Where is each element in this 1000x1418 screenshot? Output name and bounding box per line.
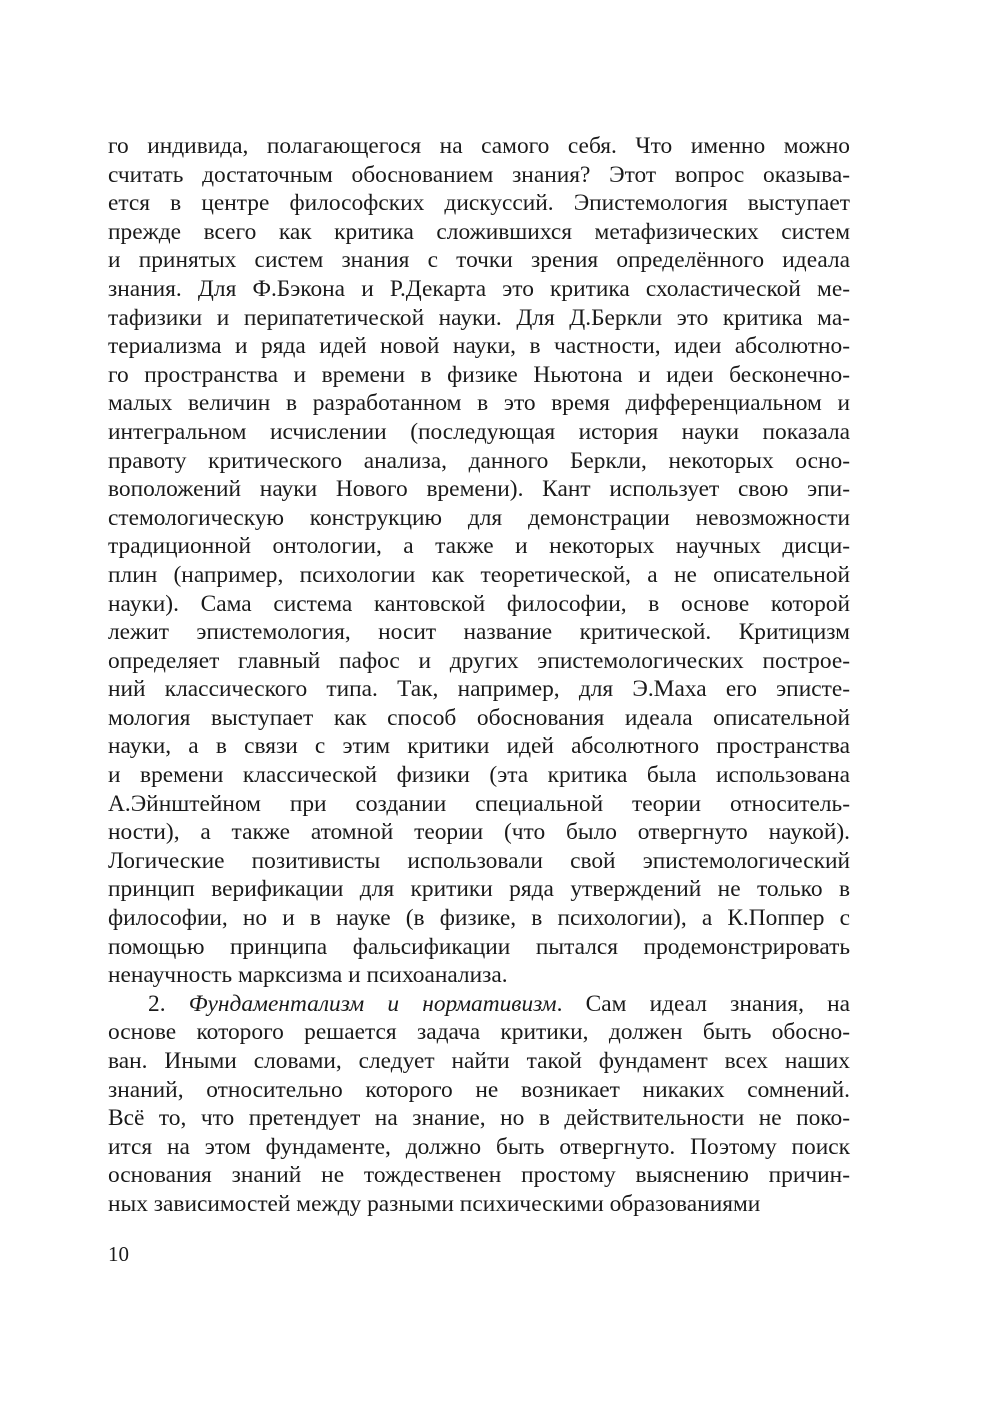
text-line: ности), а также атомной теории (что было отвергнуто наукой). — [108, 819, 850, 846]
text-line: плин (например, психологии как теоретической, а не описательной — [108, 561, 850, 588]
section-heading: Фундаментализм и нормативизм — [188, 990, 557, 1017]
text-line: малых величин в разработанном в это время дифференциальном и — [108, 390, 850, 417]
paragraph-2-first-line — [108, 990, 850, 1019]
paragraph-1 — [108, 132, 850, 990]
text-line: ится на этом фундаменте, должно быть отвергнуто. Поэтому поиск — [108, 1133, 850, 1160]
text-line: териализма и ряда идей новой науки, в частности, идеи абсолютно- — [108, 333, 850, 360]
text-line: А.Эйнштейном при создании специальной теории относитель- — [108, 790, 850, 817]
text-line: основе которого решается задача критики, должен быть обосно- — [108, 1019, 850, 1046]
body-text — [108, 132, 850, 1219]
text-line: ненаучность марксизма и психоанализа. — [108, 962, 508, 989]
text-line: определяет главный пафос и других эпистемологических построе- — [108, 647, 850, 674]
text-line: стемологическую конструкцию для демонстрации невозможности — [108, 504, 850, 531]
text-line: помощью принципа фальсификации пытался продемонстрировать — [108, 933, 850, 960]
text-line: воположений науки Нового времени). Кант использует свою эпи- — [108, 476, 850, 503]
text-line: го пространства и времени в физике Ньютона и идеи бесконечно- — [108, 361, 850, 388]
text-line: прежде всего как критика сложившихся метафизических систем — [108, 218, 850, 245]
text-line: го индивида, полагающегося на самого себя. Что именно можно — [108, 133, 850, 159]
text-line: знания. Для Ф.Бэкона и Р.Декарта это критика схоластической ме- — [108, 275, 850, 302]
text-line: мология выступает как способ обоснования идеала описательной — [108, 704, 850, 731]
text-line: интегральном исчислении (последующая история науки показала — [108, 418, 850, 445]
text-line: знаний, относительно которого не возникает никаких сомнений. — [108, 1076, 850, 1103]
text-line: науки). Сама система кантовской философии, в основе которой — [108, 590, 850, 617]
text-line: лежит эпистемология, носит название критической. Критицизм — [108, 619, 850, 646]
text-line: тафизики и перипатетической науки. Для Д.Беркли это критика ма- — [108, 304, 850, 331]
text-line: науки, а в связи с этим критики идей абсолютного пространства — [108, 733, 850, 760]
page-number: 10 — [108, 1242, 129, 1266]
text-line: ван. Иными словами, следует найти такой фундамент всех наших — [108, 1048, 850, 1074]
paragraph-2 — [108, 990, 850, 1219]
text-line: и времени классической физики (эта критика была использована — [108, 762, 850, 789]
text-line: ных зависимостей между разными психическими образованиями — [108, 1190, 761, 1217]
text-line: ется в центре философских дискуссий. Эпистемология выступает — [108, 190, 850, 217]
text-line: традиционной онтологии, а также и некоторых научных дисци- — [108, 533, 850, 560]
section-first-line-text: . Сам идеал знания, на — [556, 990, 850, 1017]
text-line: ний классического типа. Так, например, для Э.Маха его эписте- — [108, 676, 850, 703]
text-line: правоту критического анализа, данного Беркли, некоторых осно- — [108, 447, 850, 474]
text-line: основания знаний не тождественен простому выяснению причин- — [108, 1162, 850, 1189]
text-line: считать достаточным обоснованием знания? Этот вопрос оказыва- — [108, 161, 850, 188]
text-line: философии, но и в науке (в физике, в психологии), а К.Поппер с — [108, 905, 850, 932]
text-line: Всё то, что претендует на знание, но в действительности не поко- — [108, 1105, 850, 1132]
text-line: и принятых систем знания с точки зрения определённого идеала — [108, 247, 850, 274]
text-line: Логические позитивисты использовали свой эпистемологический — [108, 847, 850, 874]
section-number: 2. — [148, 990, 166, 1017]
text-line: принцип верификации для критики ряда утверждений не только в — [108, 876, 850, 903]
